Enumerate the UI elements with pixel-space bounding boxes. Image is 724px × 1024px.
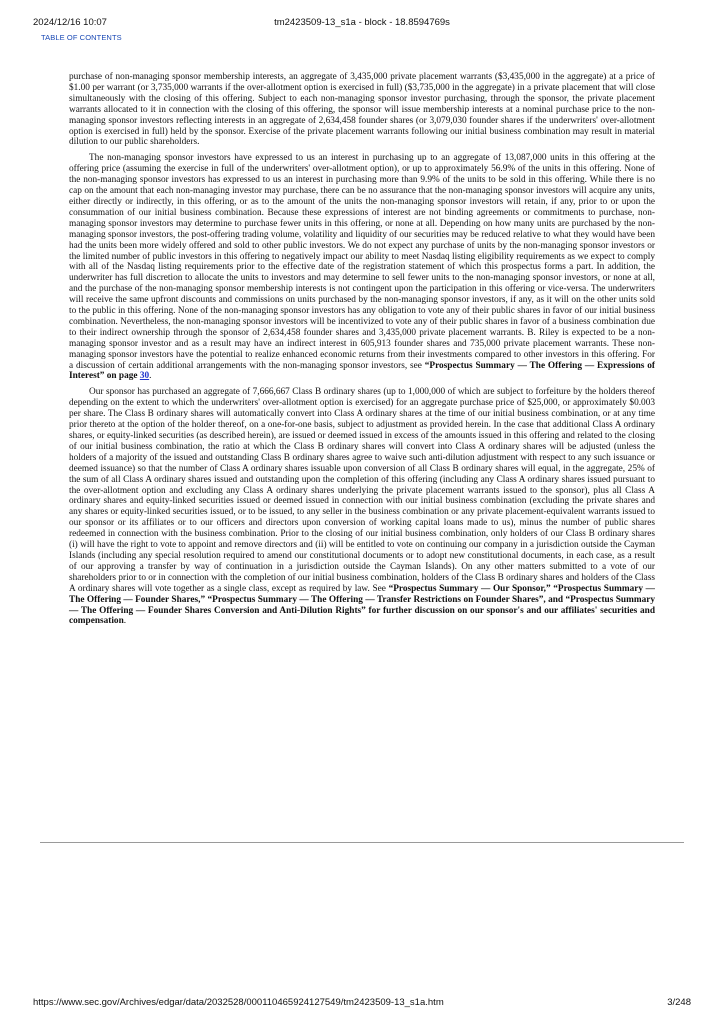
paragraph-private-placement: purchase of non-managing sponsor membership interests, an aggregate of 3,435,000 private placement warrants ($3,435,000 in the aggregate) at a price of $1.00 per warrant (or 3,735,000 warrants if the over-allotment option is exercised in full) ($3,735,000 in the aggregate) in a private placement that will close simultaneously with the closing of this offering. Subject to each non-managing sponsor investor purchasing, through the sponsor, the private placement warrants allocated to it in connection with the closing of this offering, the sponsor will issue membership interests at a nominal purchase price to the non-managing sponsor investors reflecting interests in an aggregate of 2,634,458 founder shares (or 3,079,030 founder shares if the underwriters' over-allotment option is exercised in full) held by the sponsor. Exercise of the private placement warrants following our initial business combination may result in material dilution to our public shareholders. xyxy=(69,72,655,148)
paragraph-end: . xyxy=(149,371,152,382)
document-body xyxy=(69,72,655,632)
paragraph-class-b-shares xyxy=(69,387,655,627)
paragraph-text: Our sponsor has purchased an aggregate of 7,666,667 Class B ordinary shares (up to 1,000,000 of which are subject to forfeiture by the holders thereof depending on the extent to which the underwriters' over-allotment option is exercised) for an aggregate purchase price of $25,000, or approximately $0.003 per share. The Class B ordinary shares will automatically convert into Class A ordinary shares at the time of our initial business combination, or at any time prior thereto at the option of the holder thereof, on a one-for-one basis, subject to adjustment as provided herein. In the case that additional Class A ordinary shares, or equity-linked securities (as described herein), are issued or deemed issued in excess of the amounts issued in this offering and related to the closing of our initial business combination, the ratio at which the Class B ordinary shares will convert into Class A ordinary shares will be adjusted (unless the holders of a majority of the issued and outstanding Class B ordinary shares agree to waive such anti-dilution adjustment with respect to any such issuance or deemed issuance) so that the number of Class A ordinary shares issuable upon conversion of all Class B ordinary shares will equal, in the aggregate, 25% of the sum of all Class A ordinary shares issued and outstanding upon the completion of this offering (including any Class A ordinary shares issued pursuant to the over-allotment option and excluding any Class A ordinary shares underlying the private placement warrants issued to the sponsor), plus all Class A ordinary shares and equity-linked securities issued or deemed issued in connection with our initial business combination (excluding the private shares and any shares or equity-linked securities issued, or to be issued, to any seller in the business combination or any private placement-equivalent warrants issued to our sponsor or its affiliates or to our officers and directors upon conversion of working capital loans made to us), minus the number of public shares redeemed in connection with the business combination. Prior to the closing of our initial business combination, only holders of our Class B ordinary shares (i) will have the right to vote to appoint and remove directors and (ii) will be entitled to vote on continuing our company in a jurisdiction outside the Cayman Islands (including any special resolution required to amend our constitutional documents or to adopt new constitutional documents, in each case, as a result of our approving a transfer by way of continuation in a jurisdiction outside the Cayman Islands). On any other matters submitted to a vote of our shareholders prior to or in connection with the completion of our initial business combination, holders of the Class B ordinary shares and holders of the Class A ordinary shares will vote together as a single class, except as required by law. See xyxy=(69,387,655,594)
page-divider xyxy=(40,842,684,843)
paragraph-expressions-of-interest xyxy=(69,153,655,382)
print-timestamp: 2024/12/16 10:07 xyxy=(33,17,107,28)
print-footer xyxy=(33,997,691,1009)
paragraph-text: The non-managing sponsor investors have expressed to us an interest in purchasing up to an aggregate of 13,087,000 units in this offering at the offering price (assuming the exercise in full of the underwriters' over-allotment option), or up to approximately 56.9% of the units in this offering. None of the non-managing sponsor investors has expressed to us an interest in purchasing more than 9.9% of the units to be sold in this offering. While there is no cap on the amount that each non-managing investor may purchase, there can be no assurance that the non-managing sponsor investors will acquire any units, either directly or indirectly, in this offering, or as to the amount of the units the non-managing sponsor investors will retain, if any, prior to or upon the consummation of our initial business combination. Because these expressions of interest are not binding agreements or commitments to purchase, non-managing sponsor investors may determine to purchase fewer units in this offering, or none at all. Depending on how many units are purchased by the non-managing sponsor investors, the post-offering trading volume, volatility and liquidity of our securities may be reduced relative to what they would have been had the units been more widely offered and sold to other public investors. We do not expect any purchase of units by the non-managing sponsor investors or the limited number of public investors in this offering to negatively impact our ability to meet Nasdaq listing eligibility requirements as we expect to comply with all of the Nasdaq listing requirements prior to the effective date of the registration statement of which this prospectus forms a part. In addition, the underwriter has full discretion to allocate the units to investors and may determine to sell fewer units to the non-managing sponsor investors, or none at all, and the purchase of the non-managing sponsor membership interests is not contingent upon the participation in this offering or vice-versa. The underwriters will receive the same upfront discounts and commissions on units purchased by the non-managing sponsor investors, if any, as it will on the other units sold to the public in this offering. None of the non-managing sponsor investors has any obligation to vote any of their public shares in favor of our initial business combination. Nevertheless, the non-managing sponsor investors will be incentivized to vote any of their public shares in favor of a business combination due to their indirect ownership through the sponsor of 2,634,458 founder shares and 3,435,000 private placement warrants. B. Riley is expected to be a non-managing sponsor investor and as a result may have an indirect interest in 605,913 founder shares and 735,000 private placement warrants. These non-managing sponsor investors have the potential to realize enhanced economic returns from their investments compared to other investors in this offering. For a discussion of certain additional arrangements with the non-managing sponsor investors, see xyxy=(69,153,655,371)
page-30-link[interactable]: 30 xyxy=(139,371,150,382)
cross-reference: “Prospectus Summary — Our Sponsor,” “Prospectus Summary — The Offering — Founder Shares,” “Prospectus Summary — The Offering — Transfer Restrictions on Founder Shares”, and “Prospectus Summary — The Offering — Founder Shares Conversion and Anti-Dilution Rights” for further discussion on our sponsor's and our affiliates' securities and compensation xyxy=(69,583,655,627)
print-header xyxy=(33,17,691,29)
document-title: tm2423509-13_s1a - block - 18.8594769s xyxy=(274,17,450,28)
source-url: https://www.sec.gov/Archives/edgar/data/2032528/000110465924127549/tm2423509-13_s1a.htm xyxy=(33,997,444,1008)
page-number: 3/248 xyxy=(667,997,691,1008)
cross-reference: “Prospectus Summary — The Offering — Expressions of Interest” on page xyxy=(69,360,655,382)
table-of-contents-link[interactable]: TABLE OF CONTENTS xyxy=(41,33,122,42)
paragraph-end: . xyxy=(123,616,127,627)
